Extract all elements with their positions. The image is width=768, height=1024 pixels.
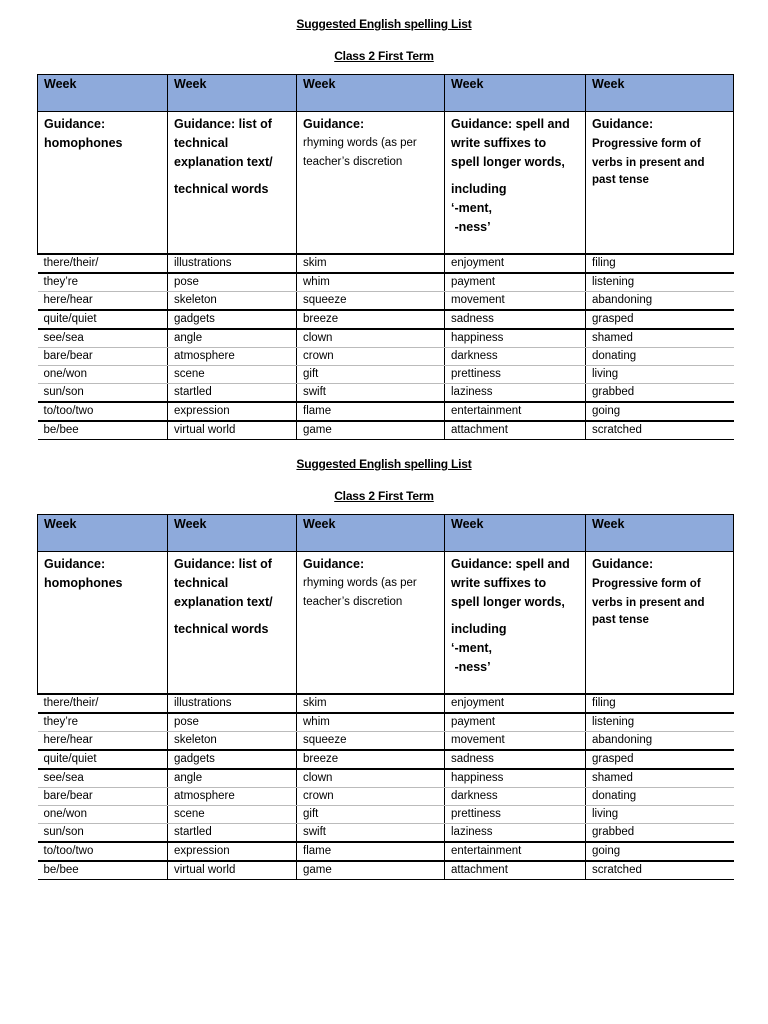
spelling-word-cell: clown	[297, 769, 445, 788]
spelling-word-cell: startled	[168, 824, 297, 843]
guidance-technical-words: Guidance: list of technical explanation text/ technical words	[168, 552, 297, 695]
spelling-word-cell: they’re	[38, 273, 168, 292]
spelling-word-cell: scene	[168, 806, 297, 824]
guidance-technical-words: Guidance: list of technical explanation text/ technical words	[168, 112, 297, 255]
week-header: Week	[445, 515, 586, 552]
spelling-word-cell: here/hear	[38, 292, 168, 311]
spelling-word-cell: be/bee	[38, 861, 168, 880]
spelling-word-cell: squeeze	[297, 292, 445, 311]
spelling-word-cell: skeleton	[168, 732, 297, 751]
table-row	[38, 254, 734, 273]
spelling-word-cell: living	[586, 806, 734, 824]
spelling-word-cell: quite/quiet	[38, 750, 168, 769]
spelling-word-cell: expression	[168, 842, 297, 861]
week-header: Week	[445, 75, 586, 112]
spelling-word-cell: skim	[297, 254, 445, 273]
table-row	[38, 366, 734, 384]
spelling-word-cell: to/too/two	[38, 842, 168, 861]
week-header: Week	[38, 75, 168, 112]
spelling-word-cell: grasped	[586, 310, 734, 329]
table-row	[38, 310, 734, 329]
spelling-word-cell: sun/son	[38, 384, 168, 403]
spelling-word-cell: clown	[297, 329, 445, 348]
spelling-word-cell: donating	[586, 348, 734, 366]
spelling-word-cell: breeze	[297, 750, 445, 769]
spelling-word-cell: skim	[297, 694, 445, 713]
guidance-progressive-verbs: Guidance: Progressive form of verbs in present and past tense	[586, 552, 734, 695]
spelling-word-cell: grabbed	[586, 824, 734, 843]
document-subtitle: Class 2 First Term	[334, 489, 434, 503]
spelling-table	[37, 514, 734, 880]
spelling-word-cell: sadness	[445, 310, 586, 329]
week-header: Week	[168, 515, 297, 552]
spelling-word-cell: quite/quiet	[38, 310, 168, 329]
guidance-suffixes: Guidance: spell and write suffixes to spell longer words, including ‘-ment, -ness’	[445, 112, 586, 255]
spelling-word-cell: bare/bear	[38, 788, 168, 806]
spelling-word-cell: breeze	[297, 310, 445, 329]
spelling-word-cell: shamed	[586, 769, 734, 788]
spelling-word-cell: sun/son	[38, 824, 168, 843]
spelling-word-cell: whim	[297, 273, 445, 292]
spelling-word-cell: illustrations	[168, 694, 297, 713]
spelling-word-cell: game	[297, 861, 445, 880]
spelling-word-cell: pose	[168, 713, 297, 732]
guidance-rhyming-words: Guidance: rhyming words (as per teacher’s discretion	[297, 552, 445, 695]
document-title: Suggested English spelling List	[296, 17, 472, 31]
guidance-homophones: Guidance: homophones	[38, 112, 168, 255]
week-header: Week	[586, 515, 734, 552]
spelling-word-cell: happiness	[445, 769, 586, 788]
table-row	[38, 732, 734, 751]
spelling-word-cell: donating	[586, 788, 734, 806]
week-header: Week	[38, 515, 168, 552]
spelling-word-cell: skeleton	[168, 292, 297, 311]
spelling-word-cell: there/their/	[38, 694, 168, 713]
spelling-word-cell: atmosphere	[168, 788, 297, 806]
table-row	[38, 750, 734, 769]
spelling-word-cell: one/won	[38, 806, 168, 824]
spelling-word-cell: crown	[297, 348, 445, 366]
spelling-word-cell: living	[586, 366, 734, 384]
table-row	[38, 292, 734, 311]
spelling-word-cell: attachment	[445, 421, 586, 440]
guidance-progressive-verbs: Guidance: Progressive form of verbs in present and past tense	[586, 112, 734, 255]
spelling-word-cell: scratched	[586, 421, 734, 440]
spelling-word-cell: here/hear	[38, 732, 168, 751]
table-row	[38, 788, 734, 806]
spelling-word-cell: filing	[586, 254, 734, 273]
table-row	[38, 806, 734, 824]
week-header: Week	[168, 75, 297, 112]
spelling-word-cell: crown	[297, 788, 445, 806]
table-row	[38, 713, 734, 732]
guidance-row	[38, 552, 734, 695]
spelling-table	[37, 74, 734, 440]
spelling-word-cell: payment	[445, 273, 586, 292]
spelling-word-cell: prettiness	[445, 366, 586, 384]
spelling-word-cell: be/bee	[38, 421, 168, 440]
spelling-word-cell: gift	[297, 806, 445, 824]
spelling-word-cell: abandoning	[586, 732, 734, 751]
table-row	[38, 421, 734, 440]
spelling-word-cell: enjoyment	[445, 694, 586, 713]
table-row	[38, 861, 734, 880]
spelling-word-cell: grasped	[586, 750, 734, 769]
table-row	[38, 329, 734, 348]
spelling-word-cell: atmosphere	[168, 348, 297, 366]
spelling-word-cell: angle	[168, 769, 297, 788]
spelling-word-cell: bare/bear	[38, 348, 168, 366]
spelling-word-cell: attachment	[445, 861, 586, 880]
spelling-word-cell: squeeze	[297, 732, 445, 751]
header-row	[38, 75, 734, 112]
spelling-word-cell: gift	[297, 366, 445, 384]
table-row	[38, 273, 734, 292]
spelling-word-cell: abandoning	[586, 292, 734, 311]
spelling-word-cell: to/too/two	[38, 402, 168, 421]
spelling-word-cell: sadness	[445, 750, 586, 769]
spelling-word-cell: game	[297, 421, 445, 440]
table-row	[38, 769, 734, 788]
table-row	[38, 348, 734, 366]
spelling-word-cell: prettiness	[445, 806, 586, 824]
table-row	[38, 694, 734, 713]
spelling-word-cell: going	[586, 402, 734, 421]
spelling-word-cell: darkness	[445, 348, 586, 366]
spelling-word-cell: swift	[297, 824, 445, 843]
spelling-word-cell: scene	[168, 366, 297, 384]
spelling-word-cell: laziness	[445, 384, 586, 403]
spelling-word-cell: gadgets	[168, 750, 297, 769]
week-header: Week	[297, 515, 445, 552]
header-row	[38, 515, 734, 552]
spelling-word-cell: filing	[586, 694, 734, 713]
spelling-word-cell: entertainment	[445, 842, 586, 861]
guidance-row	[38, 112, 734, 255]
spelling-word-cell: gadgets	[168, 310, 297, 329]
spelling-word-cell: see/sea	[38, 329, 168, 348]
spelling-word-cell: enjoyment	[445, 254, 586, 273]
table-row	[38, 824, 734, 843]
spelling-word-cell: darkness	[445, 788, 586, 806]
table-row	[38, 842, 734, 861]
document-subtitle: Class 2 First Term	[334, 49, 434, 63]
spelling-word-cell: one/won	[38, 366, 168, 384]
guidance-homophones: Guidance: homophones	[38, 552, 168, 695]
spelling-word-cell: virtual world	[168, 421, 297, 440]
spelling-word-cell: movement	[445, 292, 586, 311]
guidance-rhyming-words: Guidance: rhyming words (as per teacher’s discretion	[297, 112, 445, 255]
spelling-word-cell: movement	[445, 732, 586, 751]
document-title: Suggested English spelling List	[296, 457, 472, 471]
spelling-word-cell: swift	[297, 384, 445, 403]
spelling-word-cell: startled	[168, 384, 297, 403]
table-row	[38, 402, 734, 421]
spelling-word-cell: virtual world	[168, 861, 297, 880]
table-row	[38, 384, 734, 403]
spelling-word-cell: they’re	[38, 713, 168, 732]
spelling-word-cell: listening	[586, 713, 734, 732]
spelling-word-cell: entertainment	[445, 402, 586, 421]
spelling-word-cell: pose	[168, 273, 297, 292]
spelling-word-cell: see/sea	[38, 769, 168, 788]
spelling-word-cell: laziness	[445, 824, 586, 843]
spelling-word-cell: flame	[297, 842, 445, 861]
spelling-word-cell: shamed	[586, 329, 734, 348]
spelling-word-cell: listening	[586, 273, 734, 292]
spelling-word-cell: payment	[445, 713, 586, 732]
spelling-word-cell: going	[586, 842, 734, 861]
spelling-word-cell: expression	[168, 402, 297, 421]
spelling-word-cell: there/their/	[38, 254, 168, 273]
spelling-word-cell: illustrations	[168, 254, 297, 273]
spelling-word-cell: grabbed	[586, 384, 734, 403]
week-header: Week	[297, 75, 445, 112]
guidance-suffixes: Guidance: spell and write suffixes to spell longer words, including ‘-ment, -ness’	[445, 552, 586, 695]
spelling-word-cell: happiness	[445, 329, 586, 348]
spelling-word-cell: angle	[168, 329, 297, 348]
spelling-word-cell: flame	[297, 402, 445, 421]
week-header: Week	[586, 75, 734, 112]
spelling-word-cell: scratched	[586, 861, 734, 880]
spelling-word-cell: whim	[297, 713, 445, 732]
